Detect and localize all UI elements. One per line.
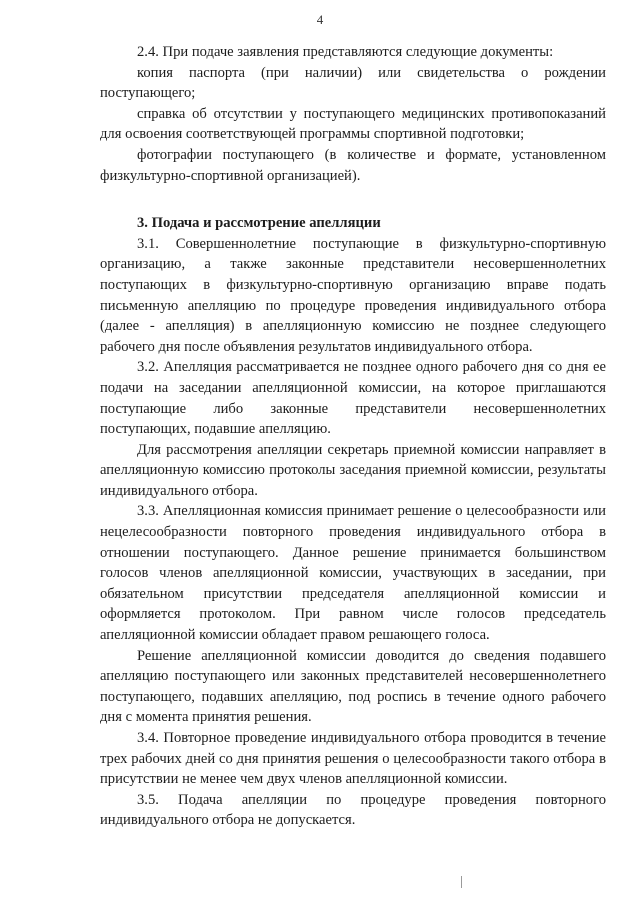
document-list-item: копия паспорта (при наличии) или свидетельства о рождении поступающего; xyxy=(100,64,606,102)
paragraph-3-3: 3.3. Апелляционная комиссия принимает решение о целесообразности или нецелесообразности повторного проведения индивидуального отбора в отношении поступающего. Данное решение принимается большинством голосов членов апелляционной комиссии, участвующих в заседании, при обязательном присутствии председателя апелляционной комиссии и оформляется протоколом. При равном числе голосов председатель апелляционной комиссии обладает правом решающего голоса. xyxy=(100,503,606,644)
section-2-4-intro: 2.4. При подаче заявления представляются следующие документы: xyxy=(137,44,554,60)
paragraph-3-5: 3.5. Подача апелляции по процедуре проведения повторного индивидуального отбора не допускается. xyxy=(100,791,606,829)
page-number: 4 xyxy=(316,12,324,27)
paragraph-3-4: 3.4. Повторное проведение индивидуального отбора проводится в течение трех рабочих дней со дня принятия решения о целесообразности такого отбора в присутствии не менее чем двух членов апелляционной комиссии. xyxy=(100,730,606,788)
section-3-heading: 3. Подача и рассмотрение апелляции xyxy=(137,215,381,232)
document-list-item: справка об отсутствии у поступающего медицинских противопоказаний для освоения соответствующей программы спортивной подготовки; xyxy=(100,105,606,143)
scan-artifact-mark xyxy=(461,876,462,888)
paragraph-3-2-cont: Для рассмотрения апелляции секретарь приемной комиссии направляет в апелляционную комиссию протоколы заседания приемной комиссии, результаты индивидуального отбора. xyxy=(100,441,606,499)
paragraph-3-3-cont: Решение апелляционной комиссии доводится до сведения подавшего апелляцию поступающего или законных представителей несовершеннолетнего поступающего, подавших апелляцию, под роспись в течение одного рабочего дня с момента принятия решения. xyxy=(100,647,606,726)
paragraph-3-1: 3.1. Совершеннолетние поступающие в физкультурно-спортивную организацию, а также законные представители несовершеннолетних поступающих в физкультурно-спортивную организацию вправе подать письменную апелляцию по процедуре проведения индивидуального отбора (далее - апелляция) в апелляционную комиссию не позднее следующего рабочего дня после объявления результатов индивидуального отбора. xyxy=(100,235,606,355)
document-list-item: фотографии поступающего (в количестве и формате, установленном физкультурно-спортивной организацией). xyxy=(100,146,606,184)
paragraph-3-2: 3.2. Апелляция рассматривается не позднее одного рабочего дня со дня ее подачи на заседании апелляционной комиссии, на которое приглашаются поступающие либо законные представители несовершеннолетних поступающих, подавшие апелляцию. xyxy=(100,359,606,438)
document-body xyxy=(100,42,606,831)
